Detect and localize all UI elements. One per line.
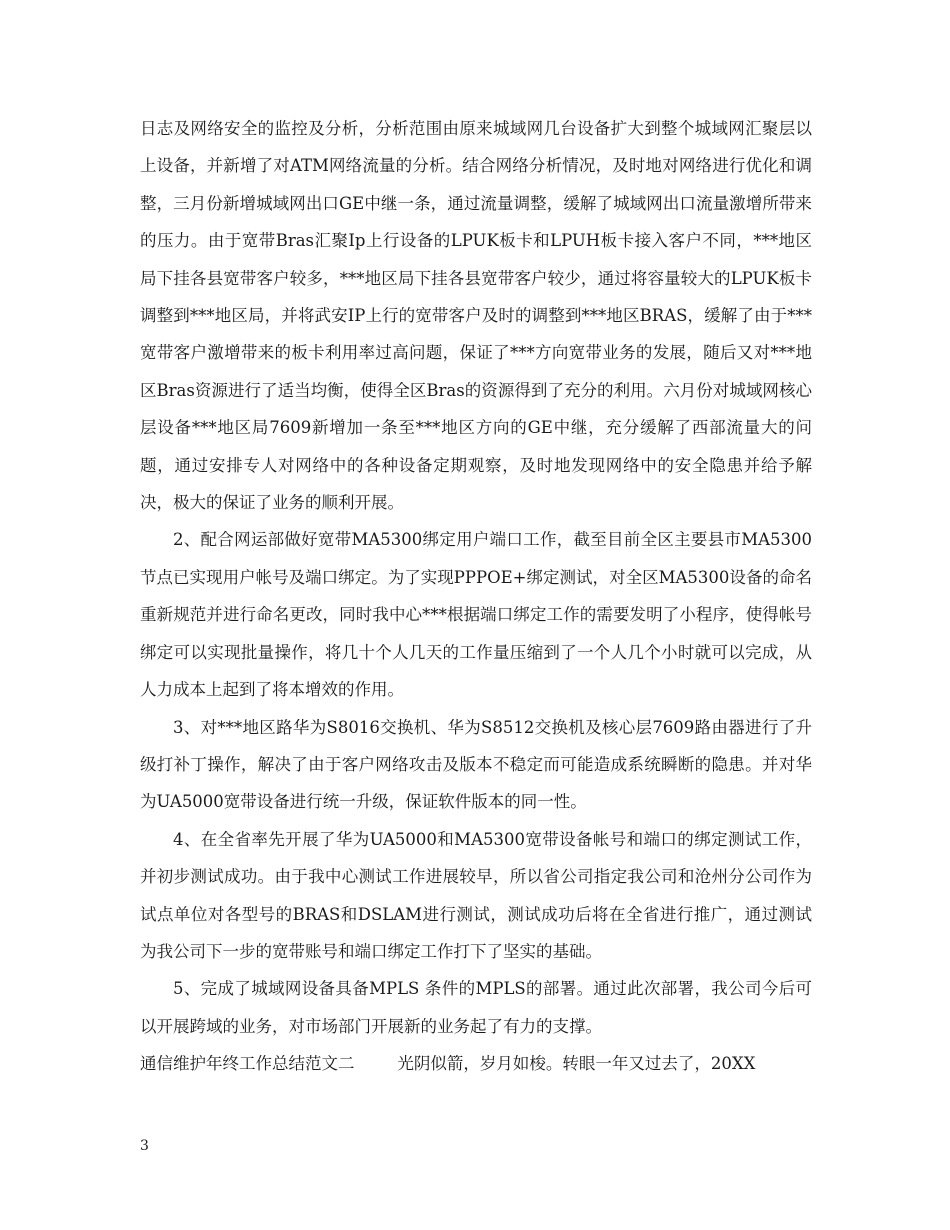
paragraph-4: 4、在全省率先开展了华为UA5000和MA5300宽带设备帐号和端口的绑定测试工作，并初步测试成功。由于我中心测试工作进展较早，所以省公司指定我公司和沧州分公司作为试点单位对各型号的BRAS和DSLAM进行测试，测试成功后将在全省进行推广，通过测试为我公司下一步的宽带账号和端口绑定工作打下了坚实的基础。 — [140, 829, 812, 961]
paragraph-5: 5、完成了城域网设备具备MPLS 条件的MPLS的部署。通过此次部署，我公司今后可以开展跨域的业务，对市场部门开展新的业务起了有力的支撑。 — [140, 979, 812, 1036]
closing-line — [140, 1045, 812, 1082]
closing-text: 光阴似箭，岁月如梭。转眼一年又过去了，20XX — [397, 1054, 756, 1074]
paragraph-3: 3、对***地区路华为S8016交换机、华为S8512交换机及核心层7609路由器进行了升级打补丁操作，解决了由于客户网络攻击及版本不稳定而可能造成系统瞬断的隐患。并对华为UA5000宽带设备进行统一升级，保证软件版本的同一性。 — [140, 717, 812, 812]
paragraph-2: 2、配合网运部做好宽带MA5300绑定用户端口工作，截至目前全区主要县市MA5300节点已实现用户帐号及端口绑定。为了实现PPPOE+绑定测试，对全区MA5300设备的命名重新规范并进行命名更改，同时我中心***根据端口绑定工作的需要发明了小程序，使得帐号绑定可以实现批量操作，将几十个人几天的工作量压缩到了一个人几个小时就可以完成，从人力成本上起到了将本增效的作用。 — [140, 530, 812, 700]
page-number: 3 — [140, 1138, 149, 1154]
closing-title: 通信维护年终工作总结范文二 — [140, 1054, 355, 1074]
document-body — [140, 110, 812, 1083]
paragraph-1: 日志及网络安全的监控及分析，分析范围由原来城域网几台设备扩大到整个城域网汇聚层以上设备，并新增了对ATM网络流量的分析。结合网络分析情况，及时地对网络进行优化和调整，三月份新增城域网出口GE中继一条，通过流量调整，缓解了城域网出口流量激增所带来的压力。由于宽带Bras汇聚Ip上行设备的LPUK板卡和LPUH板卡接入客户不同，***地区局下挂各县宽带客户较多，***地区局下挂各县宽带客户较少，通过将容量较大的LPUK板卡调整到***地区局，并将武安IP上行的宽带客户及时的调整到***地区BRAS，缓解了由于***宽带客户激增带来的板卡利用率过高问题，保证了***方向宽带业务的发展，随后又对***地区Bras资源进行了适当均衡，使得全区Bras的资源得到了充分的利用。六月份对城域网核心层设备***地区局7609新增加一条至***地区方向的GE中继，充分缓解了西部流量大的问题，通过安排专人对网络中的各种设备定期观察，及时地发现网络中的安全隐患并给予解决，极大的保证了业务的顺利开展。 — [140, 119, 812, 513]
